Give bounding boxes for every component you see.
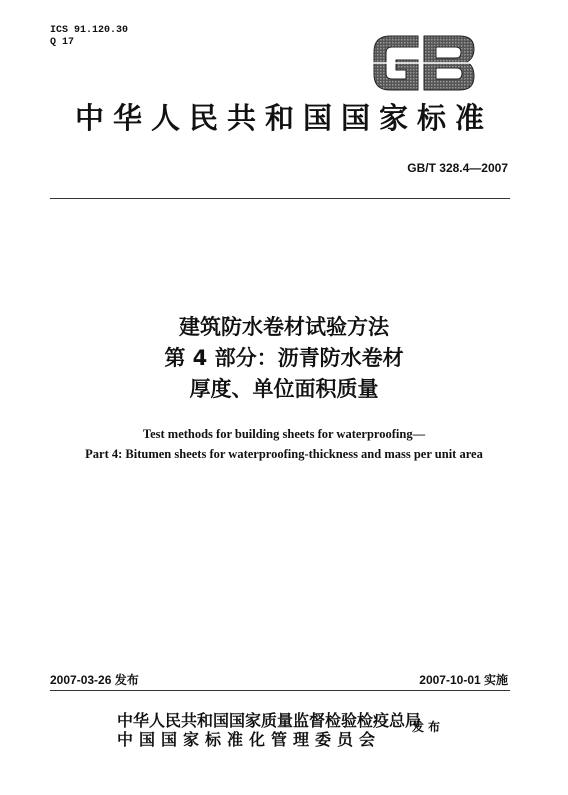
issuer-line-2: 中国国家标准化管理委员会 (117, 730, 382, 749)
english-title-line-2: Part 4: Bitumen sheets for waterproofing-thickness and mass per unit area (85, 447, 483, 461)
header-divider (50, 198, 510, 199)
issuer-line-1: 中华人民共和国国家质量监督检验检疫总局 (117, 711, 422, 730)
standard-type-title: 中华人民共和国国家标准 (74, 101, 493, 135)
standard-number: GB/T 328.4—2007 (407, 161, 508, 175)
footer-divider (50, 690, 510, 691)
implement-date: 2007-10-01 实施 (419, 673, 508, 687)
ccs-code: Q 17 (50, 37, 75, 48)
chinese-title-line-3: 厚度、单位面积质量 (189, 377, 379, 401)
classification-codes (50, 25, 128, 49)
publish-date: 2007-03-26 发布 (50, 673, 139, 687)
ics-code: ICS 91.120.30 (50, 25, 129, 36)
english-title-line-1: Test methods for building sheets for waterproofing— (142, 427, 426, 441)
issue-word: 发布 (412, 720, 445, 734)
chinese-title-line-2: 第 4 部分：沥青防水卷材 (164, 346, 404, 370)
chinese-title-line-1: 建筑防水卷材试验方法 (179, 315, 389, 339)
gb-logo-icon (368, 30, 480, 96)
